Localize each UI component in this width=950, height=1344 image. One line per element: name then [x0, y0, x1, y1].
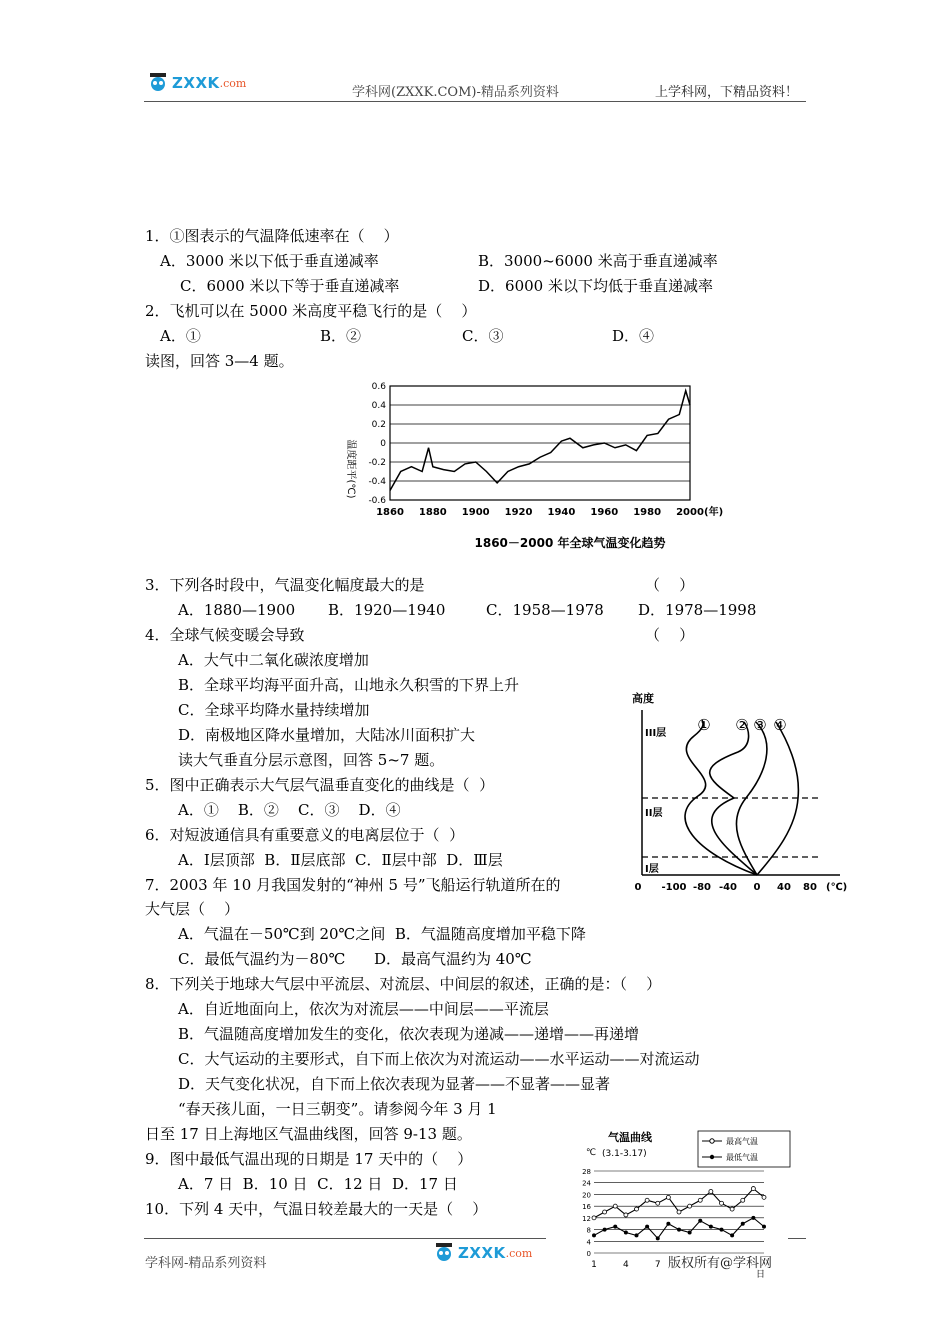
min-temp-point — [635, 1233, 639, 1237]
q4-option-d: D．南极地区降水量增加，大陆冰川面积扩大 — [178, 726, 476, 744]
min-temp-point — [698, 1219, 702, 1223]
q3-stem: 3．下列各时段中，气温变化幅度最大的是 — [145, 576, 425, 594]
shanghai-ytick: 12 — [582, 1214, 591, 1223]
global-temp-caption: 1860－2000 年全球气温变化趋势 — [474, 536, 666, 550]
min-temp-point — [677, 1228, 681, 1232]
max-temp-point — [677, 1210, 681, 1214]
layers-xtick: 80 — [803, 882, 817, 893]
min-temp-point — [720, 1228, 724, 1232]
global-temp-xtick: 1860 — [376, 507, 404, 518]
q3-option-b: B．1920—1940 — [328, 601, 446, 619]
layer-3-label: III层 — [645, 728, 667, 739]
layers-xtick: 0 — [634, 882, 642, 893]
q8-option-a: A．自近地面向上，依次为对流层——中间层——平流层 — [178, 1000, 549, 1018]
logo-domain: .com — [219, 76, 247, 90]
header-logo — [146, 70, 256, 96]
global-temp-xtick: 1940 — [547, 507, 576, 518]
header-right: 上学科网，下精品资料！ — [655, 85, 799, 100]
global-temp-xtick: 2000 — [676, 507, 704, 518]
layers-xtick: 40 — [777, 882, 791, 893]
q2-option-a: A．① — [160, 327, 201, 345]
global-temp-ytick: 0 — [380, 439, 386, 449]
logo-text: ZXXK — [172, 74, 220, 92]
q7-options-ab: A．气温在－50℃到 20℃之间 B．气温随高度增加平稳下降 — [178, 925, 586, 943]
min-temp-point — [709, 1225, 713, 1229]
global-temp-ytick: 0.4 — [371, 401, 386, 411]
shanghai-ytick: 20 — [582, 1191, 591, 1200]
footer-rule-right — [788, 1238, 806, 1239]
q4-stem: 4．全球气候变暖会导致 — [145, 626, 305, 644]
atmosphere-layers-figure — [626, 688, 852, 898]
q1-option-c: C．6000 米以下等于垂直递减率 — [180, 277, 400, 295]
shanghai-subtitle: (3.1-3.17) — [602, 1149, 647, 1159]
q4-paren: （ ） — [645, 626, 695, 644]
shanghai-xtick: 7 — [654, 1260, 661, 1270]
q1-stem: 1．①图表示的气温降低速率在（ ） — [145, 227, 399, 245]
read-figure-3-4: 读图，回答 3—4 题。 — [145, 352, 294, 370]
min-temp-point — [688, 1231, 692, 1235]
max-temp-point — [688, 1204, 692, 1208]
min-temp-point — [645, 1225, 649, 1229]
global-temp-ytick: 0.2 — [371, 420, 386, 430]
shanghai-xtick: 4 — [623, 1260, 629, 1270]
min-temp-point — [751, 1216, 755, 1220]
global-temp-xtick: 1880 — [418, 507, 447, 518]
q2-stem: 2．飞机可以在 5000 米高度平稳飞行的是（ ） — [145, 302, 477, 320]
footer-logo — [432, 1240, 542, 1266]
max-temp-point — [656, 1201, 660, 1205]
curve-label-2: ② — [735, 716, 749, 734]
logo-domain: .com — [505, 1246, 533, 1260]
q8-option-c: C．大气运动的主要形式，自下而上依次为对流运动——水平运动——对流运动 — [178, 1050, 700, 1068]
max-temp-point — [720, 1201, 724, 1205]
shanghai-ytick: 0 — [586, 1250, 591, 1258]
mascot-icon — [432, 1240, 458, 1266]
legend-min-marker — [710, 1155, 714, 1159]
min-temp-point — [656, 1236, 660, 1240]
q3-option-d: D．1978—1998 — [638, 601, 757, 619]
shanghai-yunit: ℃ — [586, 1148, 597, 1158]
curve-label-1: ① — [697, 716, 711, 734]
q2-option-c: C．③ — [462, 327, 504, 345]
legend-min-label: 最低气温 — [726, 1153, 758, 1162]
q7-stem: 7．2003 年 10 月我国发射的“神州 5 号”飞船运行轨道所在的 — [145, 876, 561, 894]
global-temp-ytick: 0.6 — [371, 382, 386, 392]
curve-label-3: ③ — [753, 716, 767, 734]
shanghai-ytick: 16 — [582, 1203, 591, 1212]
global-temp-xunit: (年) — [704, 507, 724, 518]
logo-text: ZXXK — [458, 1244, 506, 1262]
global-temp-line — [390, 391, 690, 491]
footer-rule-left — [144, 1238, 546, 1239]
global-temp-ytick: -0.2 — [368, 458, 386, 468]
proverb-intro: “春天孩儿面，一日三朝变”。请参阅今年 3 月 1 — [178, 1100, 497, 1118]
min-temp-point — [603, 1228, 607, 1232]
legend-max-label: 最高气温 — [726, 1137, 758, 1146]
global-temp-xtick: 1960 — [590, 507, 619, 518]
header-center: 学科网(ZXXK.COM)-精品系列资料 — [352, 85, 559, 100]
max-temp-point — [762, 1195, 766, 1199]
layers-xtick: 0 — [753, 882, 761, 893]
q7-options-cd: C．最低气温约为－80℃ D．最高气温约为 40℃ — [178, 950, 532, 968]
shanghai-xtick: 1 — [591, 1260, 597, 1270]
q8-stem: 8．下列关于地球大气层中平流层、对流层、中间层的叙述，正确的是：（ ） — [145, 975, 662, 993]
q4-option-b: B．全球平均海平面升高，山地永久积雪的下界上升 — [178, 676, 520, 694]
global-temp-ytick: -0.4 — [368, 477, 386, 487]
q2-option-d: D．④ — [612, 327, 655, 345]
footer-left: 学科网-精品系列资料 — [145, 1256, 267, 1271]
min-temp-point — [592, 1233, 596, 1237]
min-temp-point — [741, 1222, 745, 1226]
legend-max-marker — [710, 1139, 714, 1143]
q1-option-d: D．6000 米以下均低于垂直递减率 — [478, 277, 713, 295]
q8-option-d: D．天气变化状况，自下而上依次表现为显著——不显著——显著 — [178, 1075, 611, 1093]
q9-stem: 9．图中最低气温出现的日期是 17 天中的（ ） — [145, 1150, 473, 1168]
q8-option-b: B．气温随高度增加发生的变化，依次表现为递减——递增——再递增 — [178, 1025, 640, 1043]
max-temp-point — [603, 1210, 607, 1214]
q1-option-a: A．3000 米以下低于垂直递减率 — [160, 252, 379, 270]
q7-stem-cont: 大气层（ ） — [145, 900, 240, 918]
max-temp-point — [698, 1198, 702, 1202]
max-temp-point — [592, 1216, 596, 1220]
layer-2-label: II层 — [645, 808, 663, 819]
proverb-intro-cont: 日至 17 日上海地区气温曲线图，回答 9-13 题。 — [145, 1125, 472, 1143]
q5-options: A．① B．② C．③ D．④ — [178, 801, 401, 819]
max-temp-point — [635, 1207, 639, 1211]
read-figure-5-7: 读大气垂直分层示意图，回答 5~7 题。 — [178, 751, 445, 769]
layers-xtick: -100 — [661, 882, 687, 893]
shanghai-ytick: 28 — [582, 1168, 591, 1176]
q1-option-b: B．3000~6000 米高于垂直递减率 — [478, 252, 718, 270]
layers-xtick: -80 — [692, 882, 712, 893]
layers-ylabel: 高度 — [632, 692, 654, 705]
q3-paren: （ ） — [645, 576, 695, 594]
footer-right: 版权所有@学科网 — [668, 1256, 773, 1271]
max-temp-point — [751, 1187, 755, 1191]
min-temp-point — [730, 1233, 734, 1237]
min-temp-point — [762, 1225, 766, 1229]
global-temp-ylabel: 温度距平(℃) — [345, 439, 356, 499]
q2-option-b: B．② — [320, 327, 362, 345]
shanghai-ytick: 4 — [586, 1238, 591, 1247]
q4-option-c: C．全球平均降水量持续增加 — [178, 701, 370, 719]
q10-stem: 10．下列 4 天中，气温日较差最大的一天是（ ） — [145, 1200, 488, 1218]
max-temp-point — [613, 1204, 617, 1208]
shanghai-ytick: 8 — [586, 1226, 591, 1235]
q5-stem: 5．图中正确表示大气层气温垂直变化的曲线是（ ） — [145, 776, 495, 794]
q6-stem: 6．对短波通信具有重要意义的电离层位于（ ） — [145, 826, 465, 844]
q3-option-a: A．1880—1900 — [178, 601, 296, 619]
q3-option-c: C．1958—1978 — [486, 601, 604, 619]
layer-1-label: I层 — [645, 864, 659, 875]
global-temp-figure — [338, 374, 738, 554]
max-temp-point — [741, 1198, 745, 1202]
shanghai-xunit: 日 — [756, 1270, 766, 1280]
global-temp-xtick: 1980 — [633, 507, 662, 518]
min-temp-point — [613, 1225, 617, 1229]
global-temp-ytick: -0.6 — [368, 496, 386, 506]
q9-options: A．7 日 B．10 日 C．12 日 D．17 日 — [178, 1175, 458, 1193]
max-temp-point — [645, 1198, 649, 1202]
mascot-icon — [146, 70, 172, 96]
header-rule — [144, 101, 806, 102]
max-temp-point — [730, 1207, 734, 1211]
layers-xunit: (℃) — [826, 882, 848, 893]
q4-option-a: A．大气中二氧化碳浓度增加 — [178, 651, 369, 669]
max-temp-point — [709, 1190, 713, 1194]
shanghai-title: 气温曲线 — [608, 1131, 652, 1144]
global-temp-xtick: 1920 — [504, 507, 533, 518]
min-temp-point — [666, 1222, 670, 1226]
max-temp-point — [666, 1195, 670, 1199]
curve-label-4: ④ — [773, 716, 787, 734]
min-temp-point — [624, 1231, 628, 1235]
shanghai-ytick: 24 — [582, 1179, 591, 1188]
global-temp-xtick: 1900 — [461, 507, 490, 518]
max-temp-point — [624, 1213, 628, 1217]
q6-options: A．Ⅰ层顶部 B．Ⅱ层底部 C．Ⅱ层中部 D．Ⅲ层 — [178, 851, 503, 869]
layers-xtick: -40 — [718, 882, 738, 893]
